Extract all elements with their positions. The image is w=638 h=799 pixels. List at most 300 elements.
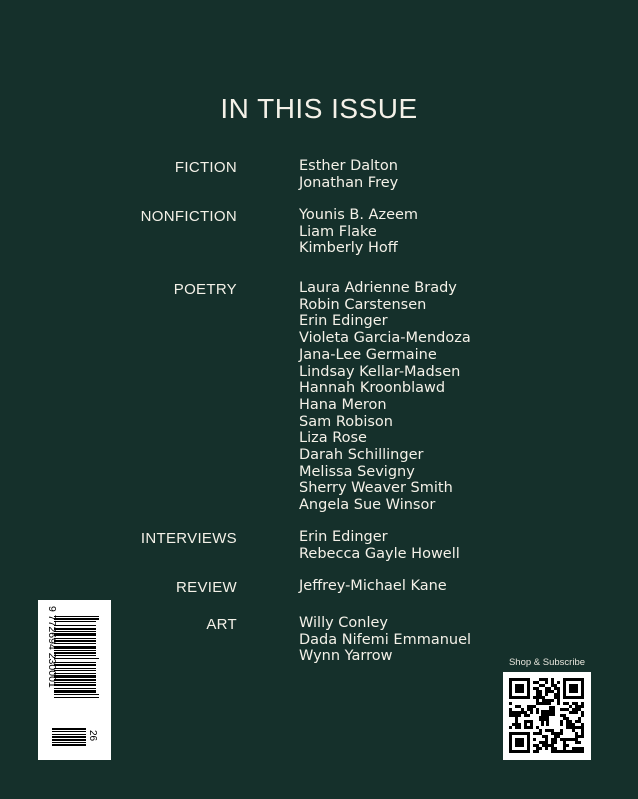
barcode-bar xyxy=(54,690,96,693)
qr-module xyxy=(575,741,578,744)
qr-module xyxy=(560,738,563,741)
qr-module xyxy=(539,747,542,750)
qr-module xyxy=(548,690,551,693)
qr-code[interactable] xyxy=(503,672,591,760)
qr-module xyxy=(521,690,524,693)
qr-module xyxy=(581,729,584,732)
qr-module xyxy=(527,696,530,699)
qr-module xyxy=(518,696,521,699)
qr-module xyxy=(554,732,557,735)
qr-module xyxy=(536,690,539,693)
barcode-bar xyxy=(54,646,96,649)
qr-module xyxy=(563,693,566,696)
barcode-bar xyxy=(54,673,96,674)
qr-module xyxy=(560,708,563,711)
qr-module xyxy=(557,735,560,738)
qr-module xyxy=(554,741,557,744)
qr-module xyxy=(527,684,530,687)
qr-module xyxy=(536,747,539,750)
barcode-bar xyxy=(54,688,96,689)
qr-module xyxy=(581,684,584,687)
qr-module xyxy=(539,702,542,705)
qr-module xyxy=(563,714,566,717)
qr-module xyxy=(566,696,569,699)
qr-module xyxy=(563,696,566,699)
barcode-bar xyxy=(52,734,86,735)
qr-module xyxy=(524,720,527,723)
qr-module xyxy=(527,681,530,684)
qr-module xyxy=(575,687,578,690)
qr-module xyxy=(572,708,575,711)
qr-module xyxy=(515,738,518,741)
barcode-bar xyxy=(54,638,96,639)
qr-module xyxy=(533,744,536,747)
barcode-bar xyxy=(54,675,96,678)
qr-module xyxy=(527,720,530,723)
qr-module xyxy=(530,723,533,726)
qr-module xyxy=(566,678,569,681)
qr-module xyxy=(566,723,569,726)
qr-module xyxy=(527,735,530,738)
section-label: NONFICTION xyxy=(140,208,237,225)
qr-module xyxy=(554,687,557,690)
contributor-name: Liam Flake xyxy=(299,223,377,240)
qr-module xyxy=(518,750,521,753)
barcode-bar xyxy=(54,655,96,656)
section-poetry xyxy=(0,280,638,529)
qr-module xyxy=(518,690,521,693)
qr-module xyxy=(557,750,560,753)
qr-module xyxy=(512,711,515,714)
barcode-bar xyxy=(54,631,96,632)
qr-module xyxy=(566,717,569,720)
section-nonfiction xyxy=(0,207,638,280)
qr-module xyxy=(524,723,527,726)
qr-module xyxy=(578,717,581,720)
qr-module xyxy=(575,708,578,711)
barcode-bar xyxy=(54,679,96,681)
barcode-number: 9 772694 230001 xyxy=(46,606,58,688)
qr-module xyxy=(575,726,578,729)
qr-module xyxy=(527,738,530,741)
contributor-name: Violeta Garcia-Mendoza xyxy=(299,330,471,347)
qr-module xyxy=(545,681,548,684)
qr-module xyxy=(509,744,512,747)
qr-module xyxy=(578,750,581,753)
barcode-bar xyxy=(52,736,86,738)
qr-module xyxy=(578,678,581,681)
qr-module xyxy=(548,702,551,705)
qr-module xyxy=(521,750,524,753)
qr-module xyxy=(533,750,536,753)
barcode-bar xyxy=(54,664,96,666)
qr-module xyxy=(563,684,566,687)
qr-module xyxy=(527,687,530,690)
qr-module xyxy=(560,729,563,732)
qr-module xyxy=(581,696,584,699)
qr-module xyxy=(533,681,536,684)
qr-module xyxy=(572,690,575,693)
qr-module xyxy=(554,684,557,687)
qr-module xyxy=(515,714,518,717)
qr-module xyxy=(518,684,521,687)
qr-module xyxy=(539,732,542,735)
qr-module xyxy=(563,708,566,711)
contributor-name: Willy Conley xyxy=(299,615,389,631)
section-interviews xyxy=(0,529,638,578)
contributor-name: Younis B. Azeem xyxy=(299,207,419,223)
qr-module xyxy=(575,750,578,753)
qr-module xyxy=(566,744,569,747)
qr-module xyxy=(542,684,545,687)
qr-module xyxy=(560,714,563,717)
contributor-name: Darah Schillinger xyxy=(299,447,424,464)
qr-module xyxy=(560,732,563,735)
qr-module xyxy=(509,693,512,696)
contents-list xyxy=(0,158,638,675)
qr-module xyxy=(581,678,584,681)
qr-module xyxy=(527,750,530,753)
qr-module xyxy=(542,696,545,699)
qr-module xyxy=(557,699,560,702)
qr-module xyxy=(536,699,539,702)
qr-module xyxy=(560,720,563,723)
contributor-name: Kimberly Hoff xyxy=(299,240,398,257)
barcode-bar xyxy=(54,694,99,695)
qr-module xyxy=(557,687,560,690)
qr-module xyxy=(572,726,575,729)
qr-module xyxy=(578,741,581,744)
qr-module xyxy=(509,750,512,753)
qr-module xyxy=(545,699,548,702)
qr-module xyxy=(575,711,578,714)
qr-module xyxy=(533,738,536,741)
barcode-bar xyxy=(54,684,96,686)
qr-module xyxy=(575,690,578,693)
qr-module xyxy=(536,726,539,729)
qr-module xyxy=(512,732,515,735)
qr-module xyxy=(551,744,554,747)
qr-module xyxy=(521,741,524,744)
qr-module xyxy=(545,687,548,690)
barcode-bar xyxy=(54,625,96,626)
qr-module xyxy=(515,684,518,687)
qr-module xyxy=(530,726,533,729)
qr-module xyxy=(551,690,554,693)
qr-module xyxy=(542,678,545,681)
barcode-bar xyxy=(54,652,96,654)
qr-module xyxy=(554,747,557,750)
qr-module xyxy=(545,738,548,741)
qr-module xyxy=(527,708,530,711)
qr-module xyxy=(572,684,575,687)
qr-module xyxy=(509,696,512,699)
qr-module xyxy=(572,678,575,681)
qr-module xyxy=(572,702,575,705)
qr-module xyxy=(572,723,575,726)
contributor-name: Jonathan Frey xyxy=(299,174,399,191)
qr-module xyxy=(521,744,524,747)
qr-module xyxy=(569,738,572,741)
qr-module xyxy=(563,681,566,684)
qr-module xyxy=(563,687,566,690)
qr-module xyxy=(575,684,578,687)
barcode-bar xyxy=(52,739,86,741)
qr-module xyxy=(548,744,551,747)
qr-module xyxy=(509,687,512,690)
qr-module xyxy=(563,690,566,693)
qr-module xyxy=(524,732,527,735)
qr-module xyxy=(515,705,518,708)
qr-module xyxy=(518,687,521,690)
qr-module xyxy=(572,750,575,753)
qr-module xyxy=(551,684,554,687)
qr-module xyxy=(530,705,533,708)
qr-module xyxy=(509,678,512,681)
qr-module xyxy=(533,687,536,690)
qr-module xyxy=(581,702,584,705)
qr-module xyxy=(509,690,512,693)
qr-module xyxy=(566,708,569,711)
qr-module xyxy=(527,705,530,708)
qr-module xyxy=(572,711,575,714)
barcode-bar xyxy=(54,640,96,642)
qr-module xyxy=(536,708,539,711)
barcode-bar xyxy=(54,650,96,651)
qr-module xyxy=(578,726,581,729)
contributor-name: Melissa Sevigny xyxy=(299,463,415,480)
qr-graphic xyxy=(503,672,591,760)
qr-module xyxy=(509,714,512,717)
contributor-name: Jeffrey-Michael Kane xyxy=(299,578,447,594)
qr-module xyxy=(554,735,557,738)
barcode-bar xyxy=(52,744,86,746)
qr-module xyxy=(509,708,512,711)
qr-module xyxy=(533,732,536,735)
qr-module xyxy=(554,693,557,696)
qr-module xyxy=(581,687,584,690)
qr-module xyxy=(554,738,557,741)
barcode-bar xyxy=(54,662,96,663)
barcode-bar xyxy=(54,658,99,659)
barcode-bar xyxy=(54,621,96,622)
qr-module xyxy=(548,729,551,732)
section-label: ART xyxy=(206,616,237,633)
qr-module xyxy=(524,714,527,717)
qr-module xyxy=(530,720,533,723)
qr-module xyxy=(518,705,521,708)
contributor-name: Dada Nifemi Emmanuel xyxy=(299,631,472,648)
qr-module xyxy=(581,747,584,750)
qr-module xyxy=(521,684,524,687)
qr-module xyxy=(563,744,566,747)
barcode-bar xyxy=(54,697,99,698)
qr-module xyxy=(512,750,515,753)
qr-module xyxy=(569,687,572,690)
qr-module xyxy=(545,690,548,693)
section-label: POETRY xyxy=(173,281,237,298)
qr-module xyxy=(566,750,569,753)
barcode-bar xyxy=(54,616,99,617)
qr-module xyxy=(545,702,548,705)
qr-module xyxy=(515,678,518,681)
qr-module xyxy=(569,705,572,708)
qr-module xyxy=(509,732,512,735)
qr-module xyxy=(563,702,566,705)
section-label: REVIEW xyxy=(176,579,237,596)
qr-module xyxy=(554,750,557,753)
qr-module xyxy=(518,723,521,726)
qr-module xyxy=(512,723,515,726)
qr-module xyxy=(539,690,542,693)
qr-module xyxy=(536,744,539,747)
qr-module xyxy=(515,744,518,747)
qr-module xyxy=(575,720,578,723)
qr-module xyxy=(524,711,527,714)
qr-module xyxy=(575,702,578,705)
qr-module xyxy=(527,693,530,696)
qr-module xyxy=(536,711,539,714)
qr-module xyxy=(572,729,575,732)
qr-module xyxy=(527,747,530,750)
qr-module xyxy=(563,678,566,681)
qr-module xyxy=(551,741,554,744)
barcode-bar xyxy=(52,731,86,732)
qr-module xyxy=(548,699,551,702)
qr-module xyxy=(545,747,548,750)
qr-module xyxy=(542,744,545,747)
qr-module xyxy=(545,735,548,738)
qr-module xyxy=(575,735,578,738)
qr-module xyxy=(578,747,581,750)
barcode-bars xyxy=(52,616,99,746)
qr-module xyxy=(569,678,572,681)
section-label: FICTION xyxy=(174,159,237,176)
qr-module xyxy=(515,720,518,723)
qr-module xyxy=(542,741,545,744)
qr-module xyxy=(515,696,518,699)
qr-module xyxy=(557,681,560,684)
qr-module xyxy=(509,684,512,687)
qr-module xyxy=(518,714,521,717)
barcode-bar xyxy=(54,628,96,630)
qr-module xyxy=(536,696,539,699)
qr-module xyxy=(578,708,581,711)
qr-module xyxy=(521,708,524,711)
qr-module xyxy=(566,726,569,729)
qr-module xyxy=(512,678,515,681)
qr-module xyxy=(581,690,584,693)
qr-module xyxy=(509,741,512,744)
barcode-bar xyxy=(52,728,86,730)
qr-module xyxy=(515,687,518,690)
qr-module xyxy=(581,681,584,684)
qr-module xyxy=(557,693,560,696)
qr-module xyxy=(536,681,539,684)
qr-module xyxy=(542,699,545,702)
qr-module xyxy=(581,693,584,696)
qr-module xyxy=(518,738,521,741)
contributor-name: Hana Meron xyxy=(299,396,387,413)
qr-module xyxy=(509,711,512,714)
qr-module xyxy=(518,678,521,681)
qr-module xyxy=(551,699,554,702)
page-title: IN THIS ISSUE xyxy=(220,93,418,124)
qr-module xyxy=(527,690,530,693)
contributor-name: Wynn Yarrow xyxy=(299,648,393,665)
qr-module xyxy=(524,750,527,753)
qr-module xyxy=(536,750,539,753)
qr-module xyxy=(509,726,512,729)
qr-module xyxy=(533,705,536,708)
qr-caption: Shop & Subscribe xyxy=(508,657,586,668)
dinosaur-icon xyxy=(539,706,555,726)
qr-module xyxy=(527,714,530,717)
qr-module xyxy=(575,732,578,735)
qr-module xyxy=(539,684,542,687)
qr-module xyxy=(509,747,512,750)
contributor-name: Jana-Lee Germaine xyxy=(299,346,437,363)
contributor-name: Laura Adrienne Brady xyxy=(299,280,457,296)
contributor-name: Liza Rose xyxy=(299,430,367,447)
qr-module xyxy=(521,732,524,735)
qr-module xyxy=(569,726,572,729)
qr-module xyxy=(578,735,581,738)
qr-module xyxy=(563,738,566,741)
qr-module xyxy=(563,741,566,744)
qr-module xyxy=(581,714,584,717)
qr-module xyxy=(581,732,584,735)
qr-module xyxy=(557,732,560,735)
contributor-name: Rebecca Gayle Howell xyxy=(299,545,460,562)
qr-module xyxy=(518,732,521,735)
qr-module xyxy=(578,705,581,708)
qr-module xyxy=(578,696,581,699)
qr-module xyxy=(551,732,554,735)
qr-module xyxy=(545,729,548,732)
qr-module xyxy=(515,741,518,744)
qr-module xyxy=(572,747,575,750)
qr-module xyxy=(530,711,533,714)
qr-module xyxy=(581,750,584,753)
qr-module xyxy=(524,696,527,699)
qr-module xyxy=(515,717,518,720)
qr-module xyxy=(509,702,512,705)
qr-module xyxy=(551,738,554,741)
qr-module xyxy=(572,687,575,690)
qr-module xyxy=(560,750,563,753)
qr-module xyxy=(563,717,566,720)
qr-module xyxy=(581,726,584,729)
qr-module xyxy=(509,738,512,741)
qr-module xyxy=(539,696,542,699)
qr-module xyxy=(521,738,524,741)
qr-module xyxy=(575,678,578,681)
qr-module xyxy=(575,696,578,699)
contributor-name: Sam Robison xyxy=(299,413,393,430)
qr-module xyxy=(551,750,554,753)
qr-module xyxy=(539,693,542,696)
qr-module xyxy=(572,738,575,741)
qr-module xyxy=(527,726,530,729)
qr-module xyxy=(521,696,524,699)
qr-module xyxy=(518,726,521,729)
qr-module xyxy=(539,741,542,744)
qr-module xyxy=(581,711,584,714)
qr-module xyxy=(542,702,545,705)
qr-module xyxy=(533,696,536,699)
contributor-name: Hannah Kroonblawd xyxy=(299,380,446,397)
